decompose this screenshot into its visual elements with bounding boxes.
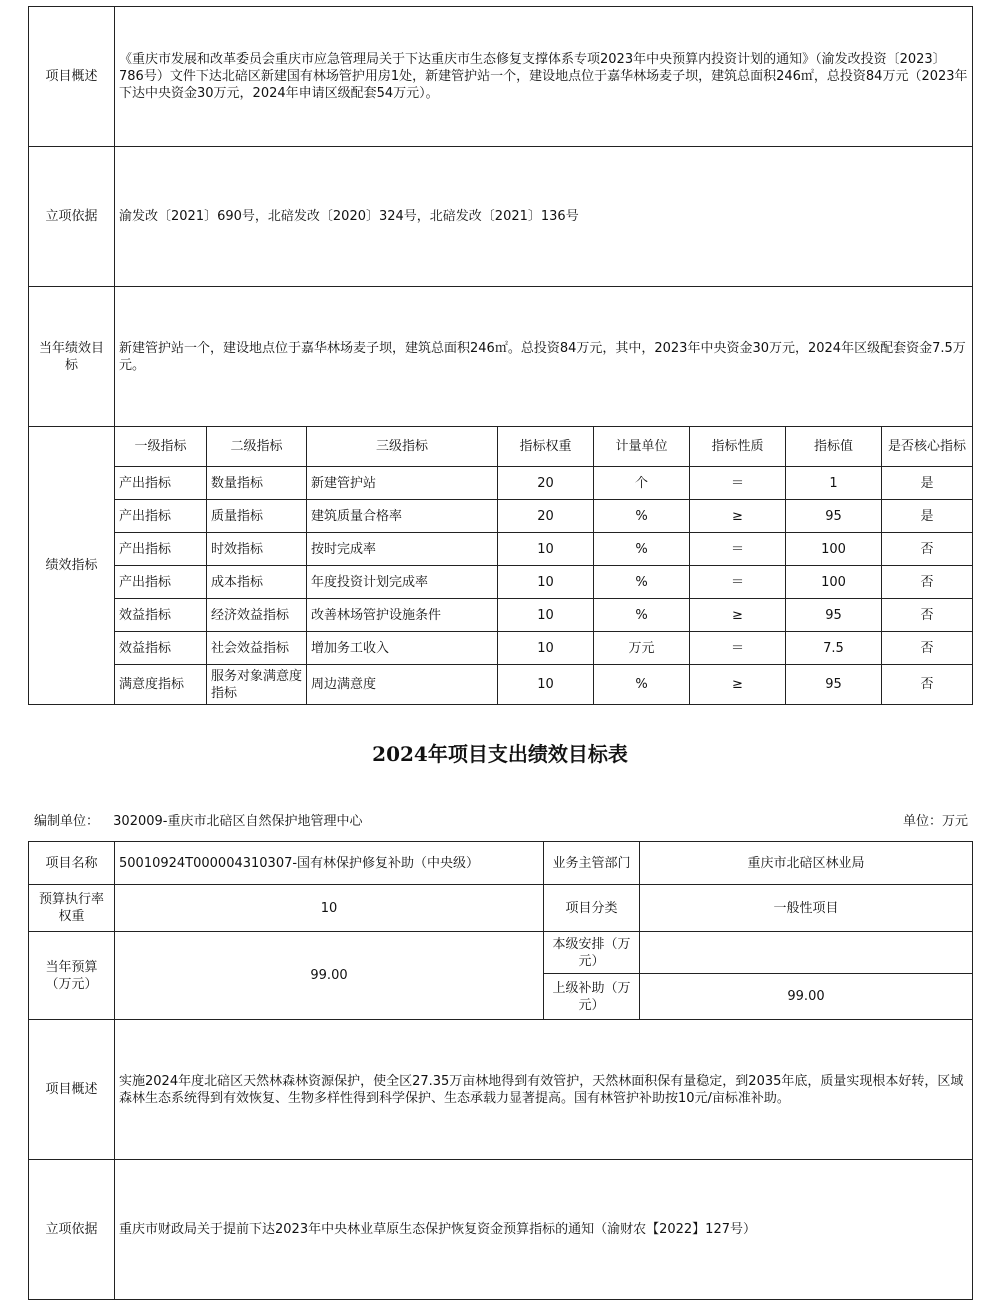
goal-text: 新建管护站一个，建设地点位于嘉华林场麦子坝，建筑总面积246㎡。总投资84万元，其中，2023年中央资金30万元，2024年区级配套资金7.5万元。 [115,287,973,427]
table-row [29,665,973,705]
cell-value: 100 [786,533,882,566]
budget-label: 当年预算（万元） [29,932,115,1020]
col-header: 指标性质 [690,427,786,467]
basis-text-2: 重庆市财政局关于提前下达2023年中央林业草原生态保护恢复资金预算指标的通知（渝财农【2022】127号） [115,1160,973,1300]
cell-level2: 质量指标 [207,500,307,533]
compiling-unit-label: 编制单位： [34,814,100,829]
table-row [29,533,973,566]
cell-value: 95 [786,599,882,632]
project-name-value: 50010924T000004310307-国有林保护修复补助（中央级） [115,842,544,885]
cell-level2: 成本指标 [207,566,307,599]
table-row [29,599,973,632]
cell-level1: 效益指标 [115,632,207,665]
cell-level3: 年度投资计划完成率 [307,566,498,599]
cell-nature: ＝ [690,632,786,665]
overview-label: 项目概述 [29,7,115,147]
project-name-label: 项目名称 [29,842,115,885]
cell-core: 否 [882,566,973,599]
table-row [29,467,973,500]
cell-unit: % [594,665,690,705]
dept-label: 业务主管部门 [544,842,640,885]
basis-label: 立项依据 [29,147,115,287]
cell-level2: 数量指标 [207,467,307,500]
col-header: 指标值 [786,427,882,467]
overview-label-2: 项目概述 [29,1020,115,1160]
cell-weight: 20 [498,500,594,533]
table-row [29,632,973,665]
cell-level3: 按时完成率 [307,533,498,566]
overview-text-2: 实施2024年度北碚区天然林森林资源保护，使全区27.35万亩林地得到有效管护，天然林面积保有量稳定，到2035年底，质量实现根本好转，区域森林生态系统得到有效恢复、生物多样性得到科学保护、生态承载力显著提高。国有林管护补助按10元/亩标准补助。 [115,1020,973,1160]
cell-level2: 经济效益指标 [207,599,307,632]
cell-core: 是 [882,467,973,500]
compiling-unit [34,810,362,829]
col-header: 一级指标 [115,427,207,467]
indicator-header-row [29,427,973,467]
col-header: 二级指标 [207,427,307,467]
cell-weight: 10 [498,599,594,632]
goal-label: 当年绩效目标 [29,287,115,427]
budget-value: 99.00 [115,932,544,1020]
cell-unit: % [594,533,690,566]
cell-nature: ＝ [690,533,786,566]
cell-weight: 10 [498,665,594,705]
cell-value: 95 [786,665,882,705]
cell-nature: ≥ [690,599,786,632]
cell-unit: % [594,599,690,632]
cell-value: 1 [786,467,882,500]
cell-level1: 满意度指标 [115,665,207,705]
cell-level1: 产出指标 [115,566,207,599]
cell-nature: ＝ [690,566,786,599]
col-header: 是否核心指标 [882,427,973,467]
cell-weight: 10 [498,632,594,665]
cell-weight: 10 [498,566,594,599]
cell-level2: 社会效益指标 [207,632,307,665]
cell-value: 7.5 [786,632,882,665]
category-value: 一般性项目 [640,885,973,932]
col-header: 计量单位 [594,427,690,467]
cell-weight: 10 [498,533,594,566]
cell-level3: 新建管护站 [307,467,498,500]
upper-value: 99.00 [640,974,973,1020]
basis-label-2: 立项依据 [29,1160,115,1300]
table-row [29,566,973,599]
cell-unit: 个 [594,467,690,500]
cell-value: 95 [786,500,882,533]
cell-value: 100 [786,566,882,599]
cell-unit: % [594,566,690,599]
rate-value: 10 [115,885,544,932]
col-header: 指标权重 [498,427,594,467]
cell-nature: ≥ [690,665,786,705]
category-label: 项目分类 [544,885,640,932]
page-title: 2024年项目支出绩效目标表 [372,742,628,766]
local-label: 本级安排（万元） [544,932,640,974]
cell-nature: ＝ [690,467,786,500]
cell-level3: 建筑质量合格率 [307,500,498,533]
rate-label: 预算执行率权重 [29,885,115,932]
overview-text: 《重庆市发展和改革委员会重庆市应急管理局关于下达重庆市生态修复支撑体系专项2023年中央预算内投资计划的通知》（渝发改投资〔2023〕786号）文件下达北碚区新建国有林场管护用房1处，新建管护站一个，建设地点位于嘉华林场麦子坝，建筑总面积246㎡，总投资84万元（2023年下达中央资金30万元，2024年申请区级配套54万元）。 [115,7,973,147]
table-row [29,500,973,533]
cell-unit: % [594,500,690,533]
cell-level3: 改善林场管护设施条件 [307,599,498,632]
cell-level1: 效益指标 [115,599,207,632]
cell-level3: 增加务工收入 [307,632,498,665]
cell-core: 否 [882,665,973,705]
cell-core: 是 [882,500,973,533]
cell-level3: 周边满意度 [307,665,498,705]
currency-unit: 单位：万元 [902,814,968,829]
basis-text: 渝发改〔2021〕690号，北碚发改〔2020〕324号，北碚发改〔2021〕136号 [115,147,973,287]
cell-unit: 万元 [594,632,690,665]
cell-level2: 时效指标 [207,533,307,566]
cell-level2: 服务对象满意度指标 [207,665,307,705]
cell-core: 否 [882,599,973,632]
compiling-unit-value: 302009-重庆市北碚区自然保护地管理中心 [113,814,363,829]
col-header: 三级指标 [307,427,498,467]
cell-weight: 20 [498,467,594,500]
dept-value: 重庆市北碚区林业局 [640,842,973,885]
local-value [640,932,973,974]
performance-table-2 [28,841,973,1300]
performance-table-1 [28,6,973,705]
cell-core: 否 [882,533,973,566]
cell-nature: ≥ [690,500,786,533]
cell-level1: 产出指标 [115,533,207,566]
cell-core: 否 [882,632,973,665]
cell-level1: 产出指标 [115,500,207,533]
upper-label: 上级补助（万元） [544,974,640,1020]
cell-level1: 产出指标 [115,467,207,500]
perf-label: 绩效指标 [29,427,115,705]
